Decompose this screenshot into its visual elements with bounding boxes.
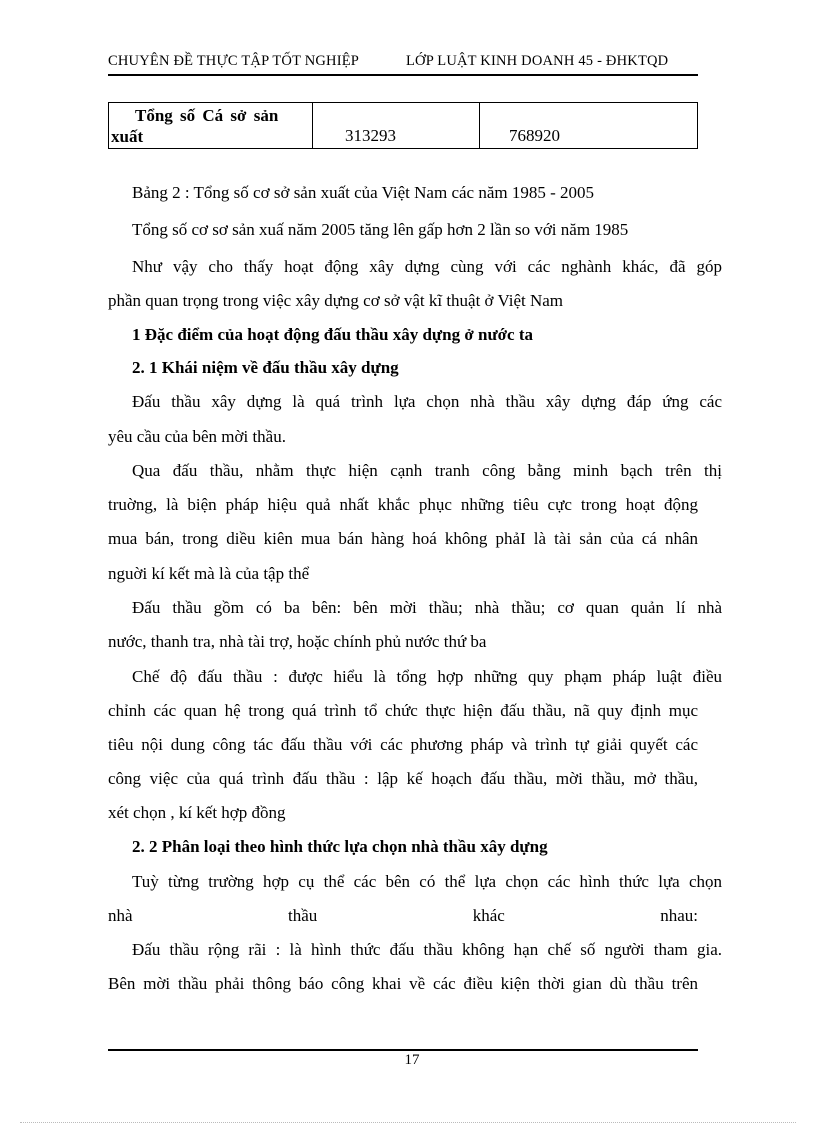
production-facilities-table: [108, 102, 698, 149]
paragraph-line: Đấu thầu rộng rãi : là hình thức đấu thầu không hạn chế số người tham gia.: [132, 940, 722, 959]
table-row-label-line1: Tổng số Cá sở sản: [135, 106, 279, 125]
page-header: [108, 52, 698, 76]
section-heading: 1 Đặc điểm của hoạt động đấu thầu xây dựng ở nước ta: [132, 325, 534, 344]
paragraph-line: yêu cầu của bên mời thầu.: [108, 427, 286, 446]
table-row-label-line2: xuất: [111, 127, 144, 146]
subsection-heading: 2. 2 Phân loại theo hình thức lựa chọn nhà thầu xây dựng: [132, 837, 548, 856]
paragraph-line: Đấu thầu xây dựng là quá trình lựa chọn nhà thầu xây dựng đáp ứng các: [132, 392, 722, 411]
table-cell-2005: 768920: [480, 103, 698, 149]
table-cell-1985: 313293: [313, 103, 480, 149]
table-caption: Bảng 2 : Tổng số cơ sở sản xuất của Việt Nam các năm 1985 - 2005: [132, 183, 595, 202]
paragraph-line: chỉnh các quan hệ trong quá trình tổ chức thực hiện đấu thầu, nã quy định mục: [108, 701, 698, 720]
paragraph-line: Bên mời thầu phải thông báo công khai về các điều kiện thời gian dù thầu trên: [108, 974, 698, 993]
paragraph-line: phần quan trọng trong việc xây dựng cơ sở vật kĩ thuật ở Việt Nam: [108, 291, 564, 310]
subsection-heading: 2. 1 Khái niệm về đấu thầu xây dựng: [132, 358, 399, 377]
paragraph-line: nước, thanh tra, nhà tài trợ, hoặc chính phủ nước thứ ba: [108, 632, 487, 651]
paragraph-line: mua bán, trong diều kiên mua bán hàng hoá không phảI là tài sản của cá nhân: [108, 529, 698, 548]
paragraph-line: truờng, là biện pháp hiệu quả nhất khắc phục những tiêu cực trong hoạt động: [108, 495, 698, 514]
paragraph-line: Qua đấu thầu, nhằm thực hiện cạnh tranh công bằng minh bạch trên thị: [132, 461, 722, 480]
paragraph-line: Chế độ đấu thầu : được hiểu là tổng hợp những quy phạm pháp luật điều: [132, 667, 722, 686]
paragraph-line: xét chọn , kí kết hợp đồng: [108, 803, 286, 822]
paragraph-line: nhà thầu khác nhau:: [108, 906, 698, 925]
table-row-label: [109, 103, 313, 149]
paragraph-line: tiêu nội dung công tác đấu thầu với các phương pháp và trình tự giải quyết các: [108, 735, 698, 754]
table-row: [109, 103, 698, 149]
footer-divider: [108, 1049, 698, 1051]
header-left-title: CHUYÊN ĐỀ THỰC TẬP TỐT NGHIỆP: [108, 53, 360, 69]
paragraph-line: Tổng số cơ sơ sản xuấ năm 2005 tăng lên gấp hơn 2 lần so với năm 1985: [132, 220, 629, 239]
paragraph-line: công việc của quá trình đấu thầu : lập kế hoạch đấu thầu, mời thầu, mở thầu,: [108, 769, 698, 788]
paragraph-line: Đấu thầu gồm có ba bên: bên mời thầu; nhà thầu; cơ quan quản lí nhà: [132, 598, 722, 617]
paragraph-line: Như vậy cho thấy hoạt động xây dựng cùng với các nghành khác, đã góp: [132, 257, 722, 276]
header-right-title: LỚP LUẬT KINH DOANH 45 - ĐHKTQD: [406, 53, 669, 69]
paragraph-line: nguời kí kết mà là của tập thể: [108, 564, 310, 583]
paragraph-line: Tuỳ từng trường hợp cụ thể các bên có thể lựa chọn các hình thức lựa chọn: [132, 872, 722, 891]
page-number: 17: [404, 1052, 420, 1068]
